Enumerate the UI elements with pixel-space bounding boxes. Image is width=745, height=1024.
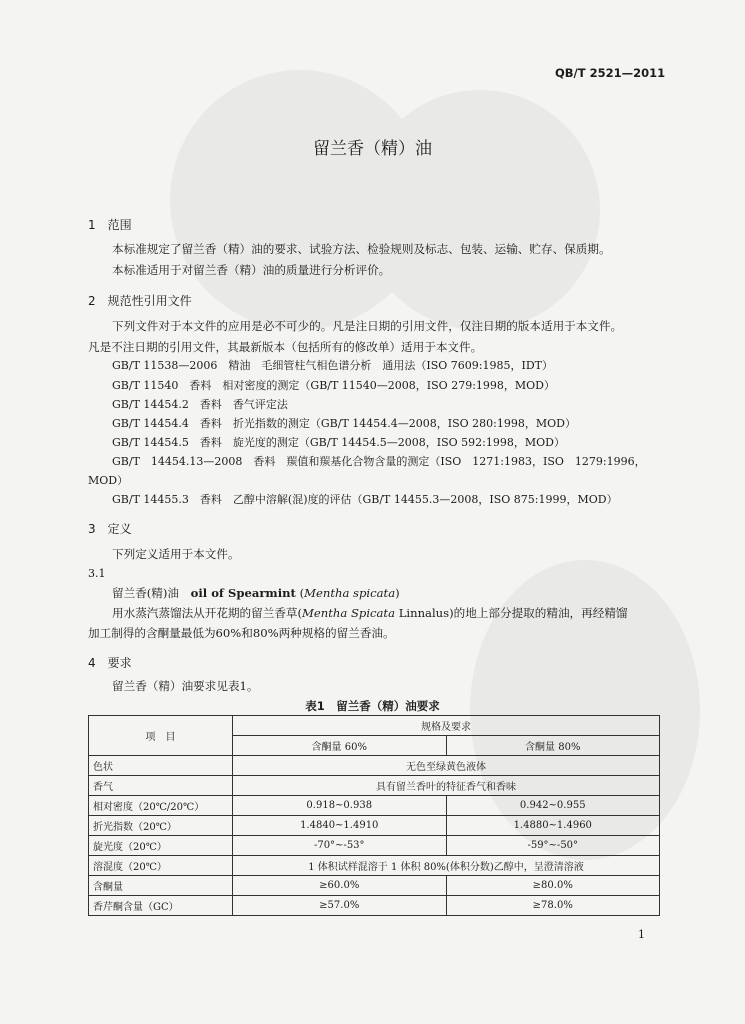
paragraph: 本标准适用于对留兰香（精）油的质量进行分析评价。 [112, 263, 391, 277]
table-cell-merged: 具有留兰香叶的特征香气和香味 [233, 776, 660, 796]
section-3-heading [88, 520, 132, 537]
table-cell-value: ≥60.0% [233, 876, 447, 896]
table-cell-item: 香气 [89, 776, 233, 796]
definition-latin: Mentha Spicata [302, 606, 396, 620]
table-row [89, 816, 660, 836]
table-row [89, 856, 660, 876]
reference-item: GB/T 14455.3 香料 乙醇中溶解(混)度的评估（GB/T 14455.3—2008，ISO 875:1999，MOD） [112, 493, 618, 506]
table-header-row [89, 716, 660, 736]
reference-item: GB/T 11540 香料 相对密度的测定（GB/T 11540—2008，ISO 279:1998，MOD） [112, 379, 555, 392]
section-2-heading [88, 292, 192, 309]
term-name-en: oil of Spearmint [190, 586, 296, 600]
table-row [89, 896, 660, 916]
table-cell-value: ≥57.0% [233, 896, 447, 916]
reference-item-continued: MOD） [88, 474, 129, 487]
table-row [89, 876, 660, 896]
table-cell-item: 含酮量 [89, 876, 233, 896]
table-cell-item: 相对密度（20℃/20℃） [89, 796, 233, 816]
section-number: 4 [88, 656, 96, 670]
reference-item: GB/T 14454.2 香料 香气评定法 [112, 398, 288, 411]
section-title: 规范性引用文件 [107, 294, 192, 308]
section-title: 定义 [107, 522, 132, 536]
table-row [89, 776, 660, 796]
table-header-spec: 规格及要求 [233, 716, 660, 736]
document-title: 留兰香（精）油 [313, 139, 432, 159]
definition-text: Linnalus)的地上部分提取的精油，再经精馏 [395, 606, 628, 620]
table-cell-value: 0.918~0.938 [233, 796, 447, 816]
table-row [89, 796, 660, 816]
table-cell-value: 0.942~0.955 [446, 796, 660, 816]
reference-item: GB/T 14454.5 香料 旋光度的测定（GB/T 14454.5—2008，ISO 592:1998，MOD） [112, 436, 565, 449]
table-cell-value: 1.4840~1.4910 [233, 816, 447, 836]
table-cell-value: ≥80.0% [446, 876, 660, 896]
table-cell-merged: 1 体积试样混溶于 1 体积 80%(体积分数)乙醇中，呈澄清溶液 [233, 856, 660, 876]
table-cell-item: 色状 [89, 756, 233, 776]
reference-item: GB/T 14454.13—2008 香料 羰值和羰基化合物含量的测定（ISO 1271:1983，ISO 1279:1996， [112, 455, 646, 468]
paragraph: 下列定义适用于本文件。 [112, 547, 240, 561]
table-row [89, 836, 660, 856]
table-header-grade-80: 含酮量 80% [446, 736, 660, 756]
table-cell-value: -59°~-50° [446, 836, 660, 856]
section-title: 范围 [107, 218, 132, 232]
table-cell-item: 香芹酮含量（GC） [89, 896, 233, 916]
term-latin-name: Mentha spicata [304, 586, 396, 600]
term-name-cn: 留兰香(精)油 [112, 586, 180, 600]
section-1-heading [88, 216, 132, 233]
table-cell-item: 折光指数（20℃） [89, 816, 233, 836]
section-number: 3 [88, 522, 96, 536]
table-header-item: 项 目 [89, 716, 233, 756]
reference-item: GB/T 14454.4 香料 折光指数的测定（GB/T 14454.4—2008，ISO 280:1998，MOD） [112, 417, 576, 430]
table-cell-item: 旋光度（20℃） [89, 836, 233, 856]
definition-text: 用水蒸汽蒸馏法从开花期的留兰香草( [112, 606, 303, 620]
reference-item: GB/T 11538—2006 精油 毛细管柱气相色谱分析 通用法（ISO 7609:1985，IDT） [112, 359, 553, 372]
table-cell-value: ≥78.0% [446, 896, 660, 916]
section-title: 要求 [107, 656, 132, 670]
section-4-heading [88, 654, 132, 671]
table-row [89, 756, 660, 776]
paragraph: 留兰香（精）油要求见表1。 [112, 679, 259, 693]
standard-code: QB/T 2521—2011 [555, 66, 666, 80]
table-cell-value: -70°~-53° [233, 836, 447, 856]
page-number: 1 [638, 928, 645, 941]
table-cell-item: 溶混度（20℃） [89, 856, 233, 876]
section-number: 1 [88, 218, 96, 232]
section-number: 2 [88, 294, 96, 308]
table-cell-value: 1.4880~1.4960 [446, 816, 660, 836]
paragraph: 本标准规定了留兰香（精）油的要求、试验方法、检验规则及标志、包装、运输、贮存、保质期。 [112, 242, 611, 256]
paragraph: 凡是不注日期的引用文件，其最新版本（包括所有的修改单）适用于本文件。 [88, 340, 483, 354]
definition-line: 加工制得的含酮量最低为60%和80%两种规格的留兰香油。 [88, 626, 395, 640]
term-number: 3.1 [88, 567, 106, 580]
table-header-grade-60: 含酮量 60% [233, 736, 447, 756]
table-cell-merged: 无色至绿黄色液体 [233, 756, 660, 776]
table-caption: 表1 留兰香（精）油要求 [305, 699, 440, 713]
definition-line [112, 605, 628, 621]
term-heading: 留兰香(精)油 oil of Spearmint (Mentha spicata) [112, 586, 400, 600]
requirements-table [88, 715, 660, 916]
paragraph: 下列文件对于本文件的应用是必不可少的。凡是注日期的引用文件，仅注日期的版本适用于本文件。 [112, 319, 623, 333]
